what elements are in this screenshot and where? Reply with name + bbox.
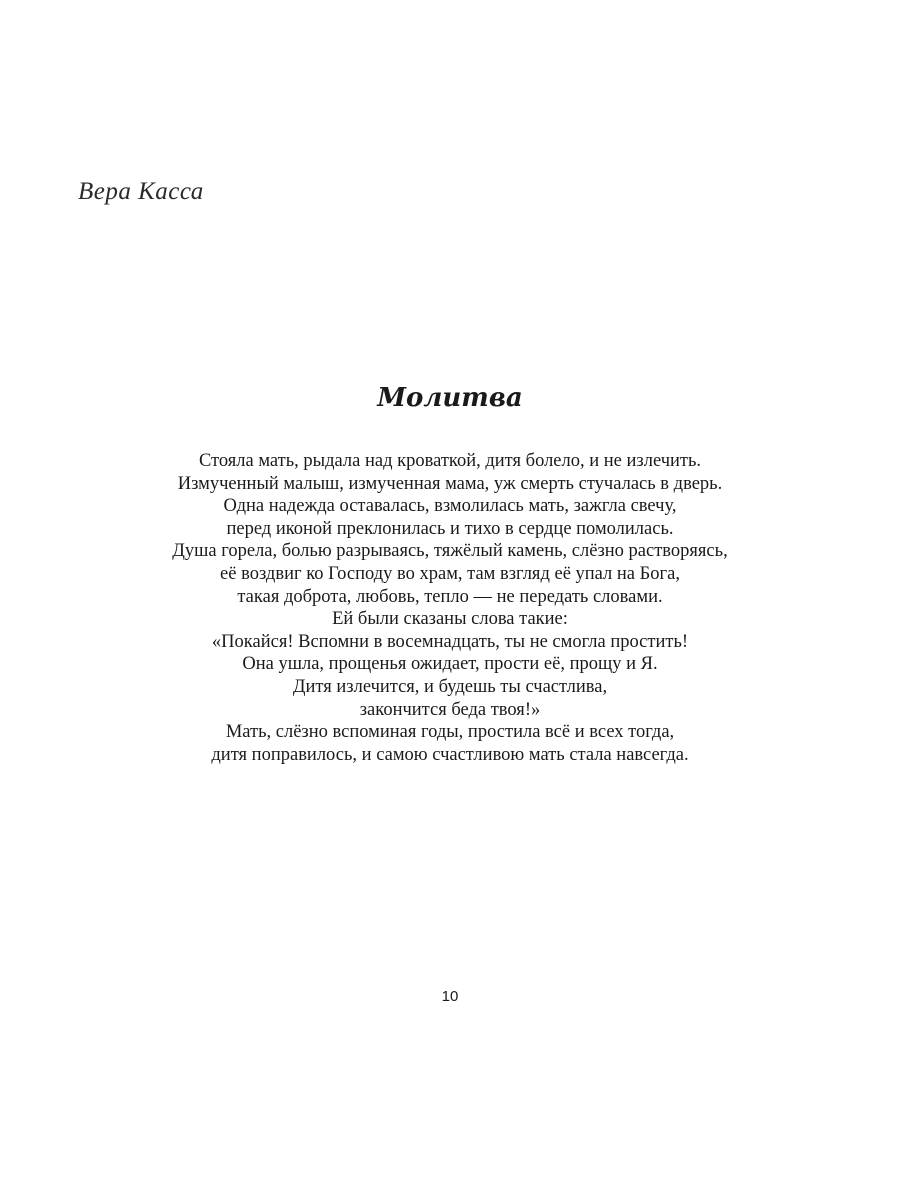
poem-line: перед иконой преклонилась и тихо в сердце помолилась. xyxy=(226,518,674,539)
page-number: 10 xyxy=(441,988,459,1005)
poem-line: Она ушла, прощенья ожидает, прости её, прощу и Я. xyxy=(242,654,658,675)
poem-line: дитя поправилось, и самою счастливою мать стала навсегда. xyxy=(211,744,689,765)
poem-line: Измученный малыш, измученная мама, уж смерть стучалась в дверь. xyxy=(177,473,723,494)
poem-title: Молитва xyxy=(377,383,523,413)
poem-text xyxy=(0,450,900,766)
poem-line: Ей были сказаны слова такие: xyxy=(332,609,568,630)
poem-line: такая доброта, любовь, тепло — не передать словами. xyxy=(237,586,663,607)
poem-line: Мать, слёзно вспоминая годы, простила всё и всех тогда, xyxy=(225,722,675,743)
poem-line: Душа горела, болью разрываясь, тяжёлый камень, слёзно растворяясь, xyxy=(172,541,728,562)
author-name: Вера Касса xyxy=(78,178,204,205)
poem-line: Стояла мать, рыдала над кроваткой, дитя болело, и не излечить. xyxy=(198,451,702,471)
poem-line: «Покайся! Вспомни в восемнадцать, ты не смогла простить! xyxy=(211,631,689,652)
poem-line: её воздвиг ко Господу во храм, там взгляд её упал на Бога, xyxy=(220,563,680,584)
poem-line: Дитя излечится, и будешь ты счастлива, xyxy=(292,676,608,697)
poem-line: закончится беда твоя!» xyxy=(359,699,541,720)
poem-line: Одна надежда оставалась, взмолилась мать, зажгла свечу, xyxy=(223,496,677,517)
